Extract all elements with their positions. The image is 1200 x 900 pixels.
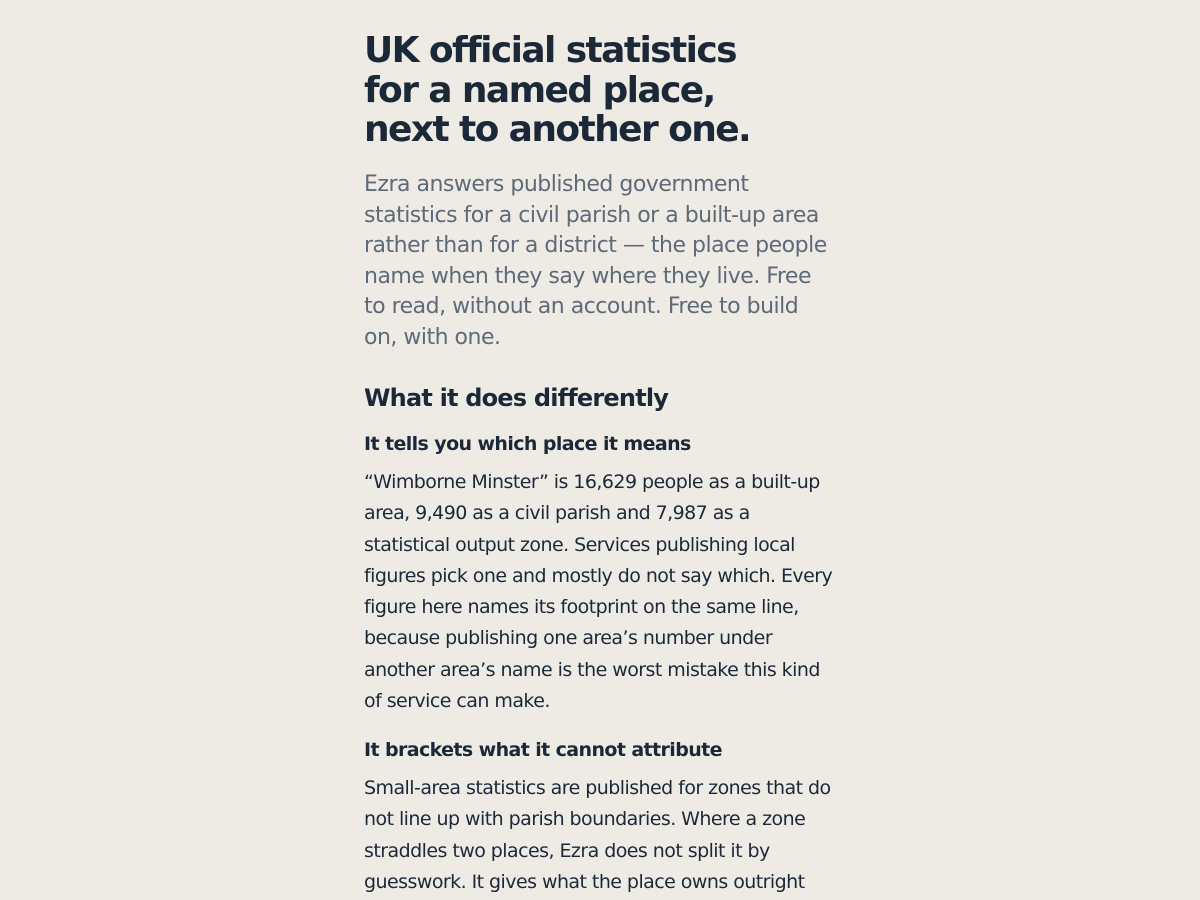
section-heading: What it does differently (364, 384, 669, 412)
feature-heading-place: It tells you which place it means (364, 433, 691, 455)
feature-heading-brackets: It brackets what it cannot attribute (364, 739, 722, 761)
feature-body-place: “Wimborne Minster” is 16,629 people as a built-up area, 9,490 as a civil parish and 7,987 as a statistical output zone. Services publishing local figures pick one and mostly do not say which. Every figure here names its footprint on the same line, because publishing one area’s number under another area’s name is the worst mistake this kind of service can make. (364, 471, 833, 713)
lede-paragraph: Ezra answers published government statistics for a civil parish or a built-up area rather than for a district — the place people name when they say where they live. Free to read, without an account. Free to build on, with one. (364, 172, 827, 350)
feature-body-brackets: Small-area statistics are published for zones that do not line up with parish boundaries. Where a zone straddles two places, Ezra does not split it by guesswork. It gives what the place owns outright (364, 777, 831, 893)
title-line-3: next to another one. (364, 109, 751, 150)
title-line-2: for a named place, (364, 69, 715, 111)
title-line-1: UK official statistics (364, 30, 736, 71)
page-title (364, 31, 834, 150)
